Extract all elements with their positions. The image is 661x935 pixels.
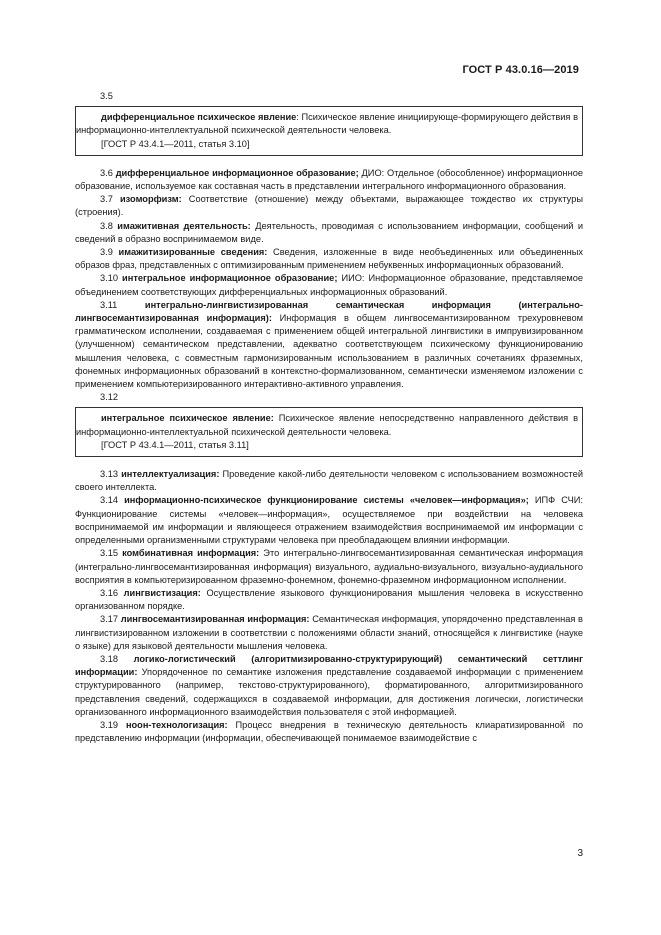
term: имажитизированные сведения: xyxy=(118,247,268,258)
term: дифференциальное информационное образование; xyxy=(115,167,359,178)
term-entry xyxy=(75,272,583,298)
definition: Деятельность, проводимая с использованием информации, сообщений и сведений в образно воспринимаемом виде. xyxy=(75,220,584,244)
term: лингвистизация: xyxy=(123,587,201,598)
term: комбинативная информация: xyxy=(122,548,260,559)
term: изоморфизм: xyxy=(119,194,182,205)
term-entry xyxy=(75,547,583,587)
term: имажитивная деятельность: xyxy=(117,220,251,231)
term-entry xyxy=(75,246,583,272)
entry-number: 3.6 xyxy=(100,167,113,178)
entries-list xyxy=(75,468,583,745)
document-body xyxy=(75,90,583,745)
entry-number: 3.9 xyxy=(100,247,113,258)
term-entry xyxy=(75,299,583,391)
entry-number: 3.15 xyxy=(100,548,119,559)
reference: [ГОСТ Р 43.4.1—2011, статья 3.10] xyxy=(101,138,250,149)
definition: Семантическая информация, упорядоченно представленная в лингвистизированном изложении в соответствии с положениями области знаний, относящейся к лингвистике (науке о языке) для языковой деятельности мышления человека. xyxy=(75,614,583,651)
definition: Информация в общем лингвосемантизированном трехуровневом грамматическом исполнении, создаваемая с применением общей интегральной лингвистики в импрувизированном (улучшенном) семантическом представлении, адекватно соответствующем психическому функционированию мышления человека, с совместным гармонизированным использованием в различных сочетаниях фраземных, фонемных информационных образований в контекстно-формализованном, семантически изменяемом изложении с применением компьютеризированного интерактивно-активного управления. xyxy=(75,313,583,390)
entry-number: 3.13 xyxy=(100,469,119,480)
term-entry xyxy=(75,653,583,719)
definition-box xyxy=(75,407,583,457)
entry-number: 3.14 xyxy=(100,495,119,506)
term-entry xyxy=(75,193,583,219)
term: интегральное информационное образование; xyxy=(122,273,338,284)
definition: Упорядоченное по семантике изложения представление создаваемой информации с применением структурированного (например, текстово-структурированного), форматированного, алгоритмизированного представления сведений, содержащихся в создаваемой информации, для достижения логически, логистически организованного информационного взаимодействия пользователя с этой информацией. xyxy=(75,667,583,717)
term: информационно-психическое функционирование системы «человек—информация»; xyxy=(124,495,529,506)
term-entry xyxy=(75,613,583,653)
boxed-entry xyxy=(76,111,578,137)
term: дифференциальное психическое явление xyxy=(101,112,297,123)
definition: ИПФ СЧИ: Функционирование системы «человек—информация», осуществляемое при воздействии на человека воспринимаемой им информации и являющееся отражением взаимодействия воспринимаемой им информации с определенными организменными структурами человека при преобладающем влиянии информации. xyxy=(75,495,584,546)
entry-number: 3.8 xyxy=(100,220,113,231)
definition: Это интегрально-лингвосемантизированная семантическая информация (интегрально-лингвосемантизированная информация) визуального, аудиально-визуального, визуально-аудиального восприятия в компьютеризированном фраземно-фонемном, фонемно-фраземном информационном исполнении. xyxy=(75,548,583,585)
definition: Процесс внедрения в техническую деятельность клиаратизированной по представлению информации (информации, обеспечивающей понимаемое взаимодействие с xyxy=(75,719,583,744)
entry-number: 3.19 xyxy=(100,719,119,730)
entry-number: 3.10 xyxy=(100,273,119,284)
term-entry xyxy=(75,468,583,494)
term: ноон-технологизация: xyxy=(125,719,228,730)
entry-number: 3.17 xyxy=(100,614,119,625)
definition: Психическое явление непосредственно направленного действия в информационно-интеллектуальной психической деятельности человека. xyxy=(76,413,578,437)
entry-number: 3.16 xyxy=(100,587,119,598)
term: логико-логистический (алгоритмизированно-структурирующий) семантический сеттлинг информации: xyxy=(75,653,583,678)
term-entry xyxy=(75,220,583,246)
term-entry xyxy=(75,494,583,547)
term: лингвосемантизированная информация: xyxy=(120,614,310,625)
definition-box xyxy=(75,106,583,156)
entry-number: 3.11 xyxy=(100,299,118,310)
term: интеллектуализация: xyxy=(121,469,220,480)
definition: Сведения, изложенные в виде необъединенных или объединенных образов фраз, представленных с оптимизированным применением небуквенных информационных образований. xyxy=(75,247,583,271)
term-entry xyxy=(75,587,583,613)
entry-number: 3.12 xyxy=(100,392,119,403)
standard-header: ГОСТ Р 43.0.16—2019 xyxy=(462,64,579,76)
definition: : Психическое явление инициирующе-формирующего действия в информационно-интеллектуальной психической деятельности человека. xyxy=(76,112,578,136)
term-entry xyxy=(75,719,583,745)
term-entry xyxy=(75,167,583,193)
definition: ДИО: Отдельное (обособленное) информационное образование, используемое как составная часть в представлении интегрального информационного образования. xyxy=(75,167,583,192)
definition: Осуществление языкового функционирования мышления человека в искусственно организованном порядке. xyxy=(75,587,584,612)
definition: ИИО: Информационное образование, представляемое объединением соответствующих дифференциальных информационных образований. xyxy=(75,273,583,297)
term: интегральное психическое явление: xyxy=(101,413,274,424)
entries-list xyxy=(75,167,583,391)
term: интегрально-лингвистизированная семантическая информация (интегрально-лингвосемантизированная информация): xyxy=(75,299,583,324)
entry-number: 3.7 xyxy=(100,194,113,205)
definition: Проведение какой-либо деятельности человеком с использованием возможностей своего интеллекта. xyxy=(75,469,583,493)
page-number: 3 xyxy=(577,848,583,859)
boxed-entry xyxy=(76,412,578,438)
entry-number: 3.18 xyxy=(100,653,119,664)
entry-number: 3.5 xyxy=(100,91,113,101)
reference: [ГОСТ Р 43.4.1—2011, статья 3.11] xyxy=(101,439,249,450)
definition: Соответствие (отношение) между объектами, выражающее тождество их структуры (строения). xyxy=(75,194,583,218)
